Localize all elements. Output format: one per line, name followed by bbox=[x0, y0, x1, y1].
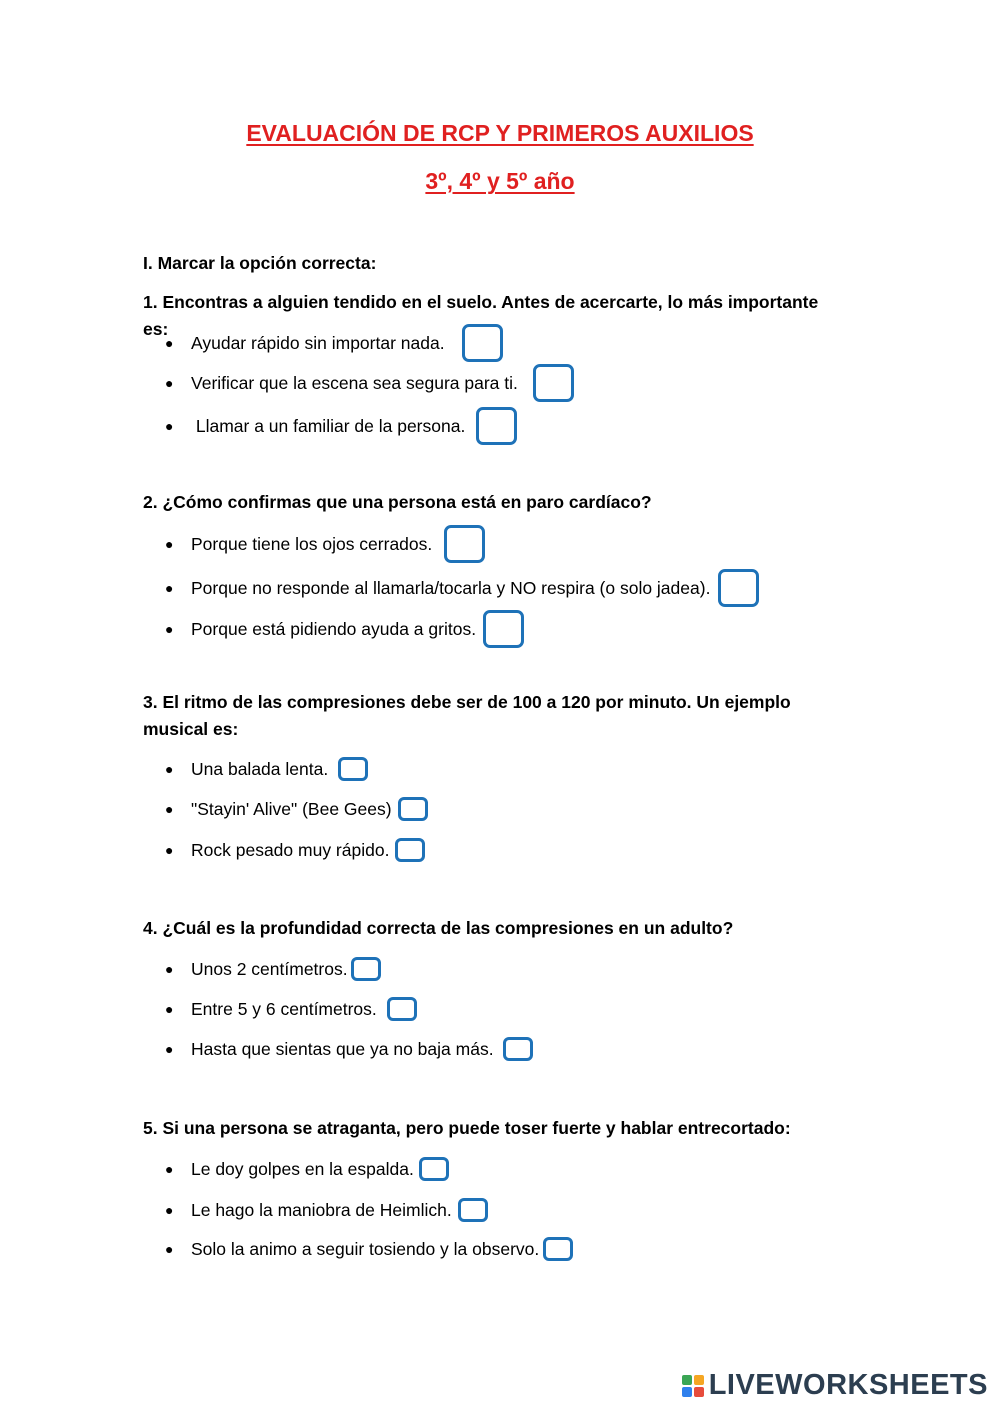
list-item bbox=[165, 406, 517, 446]
answer-checkbox[interactable] bbox=[398, 797, 428, 821]
bullet-icon: ● bbox=[165, 1202, 174, 1218]
option-text: Solo la animo a seguir tosiendo y la observo. bbox=[191, 1238, 540, 1259]
answer-checkbox[interactable] bbox=[533, 364, 574, 402]
question-4-text: 4. ¿Cuál es la profundidad correcta de las compresiones en un adulto? bbox=[143, 918, 734, 938]
answer-checkbox[interactable] bbox=[351, 957, 381, 981]
answer-checkbox[interactable] bbox=[387, 997, 417, 1021]
logo-tile bbox=[694, 1375, 704, 1385]
list-item bbox=[165, 363, 574, 403]
option-text: Una balada lenta. bbox=[191, 758, 329, 779]
bullet-icon: ● bbox=[165, 1241, 174, 1257]
option-text: Rock pesado muy rápido. bbox=[191, 839, 390, 860]
option-text: Unos 2 centímetros. bbox=[191, 958, 348, 979]
brand-text: LIVEWORKSHEETS bbox=[708, 1369, 988, 1401]
bullet-icon: ● bbox=[165, 961, 174, 977]
bullet-icon: ● bbox=[165, 580, 174, 596]
answer-checkbox[interactable] bbox=[444, 525, 485, 563]
option-text: Verificar que la escena sea segura para ti. bbox=[191, 372, 518, 393]
answer-checkbox[interactable] bbox=[462, 324, 503, 362]
list-item bbox=[165, 1229, 573, 1269]
bullet-icon: ● bbox=[165, 621, 174, 637]
question-1-text: 1. Encontras a alguien tendido en el suelo. Antes de acercarte, lo más importante es: bbox=[143, 292, 819, 339]
logo-tile bbox=[682, 1375, 692, 1385]
bullet-icon: ● bbox=[165, 335, 174, 351]
answer-checkbox[interactable] bbox=[458, 1198, 488, 1222]
bullet-icon: ● bbox=[165, 761, 174, 777]
option-text: Porque tiene los ojos cerrados. bbox=[191, 533, 433, 554]
answer-checkbox[interactable] bbox=[476, 407, 517, 445]
bullet-icon: ● bbox=[165, 842, 174, 858]
answer-checkbox[interactable] bbox=[395, 838, 425, 862]
liveworksheets-brand[interactable] bbox=[682, 1369, 988, 1402]
option-text: Llamar a un familiar de la persona. bbox=[191, 415, 466, 436]
list-item bbox=[165, 323, 503, 363]
question-2-text: 2. ¿Cómo confirmas que una persona está en paro cardíaco? bbox=[143, 492, 652, 512]
list-item bbox=[165, 609, 524, 649]
option-text: Ayudar rápido sin importar nada. bbox=[191, 332, 445, 353]
list-item bbox=[165, 949, 381, 989]
answer-checkbox[interactable] bbox=[543, 1237, 573, 1261]
question-3-text: 3. El ritmo de las compresiones debe ser de 100 a 120 por minuto. Un ejemplo musical es: bbox=[143, 692, 791, 739]
option-text: Porque está pidiendo ayuda a gritos. bbox=[191, 618, 477, 639]
worksheet-title: EVALUACIÓN DE RCP Y PRIMEROS AUXILIOS bbox=[246, 120, 754, 146]
option-text: Le hago la maniobra de Heimlich. bbox=[191, 1199, 452, 1220]
option-text: Entre 5 y 6 centímetros. bbox=[191, 998, 377, 1019]
option-text: Porque no responde al llamarla/tocarla y NO respira (o solo jadea). bbox=[191, 577, 711, 598]
list-item bbox=[165, 1029, 533, 1069]
logo-tile bbox=[694, 1387, 704, 1397]
answer-checkbox[interactable] bbox=[503, 1037, 533, 1061]
option-text: "Stayin' Alive" (Bee Gees) bbox=[191, 798, 392, 819]
list-item bbox=[165, 568, 759, 608]
logo-tile bbox=[682, 1387, 692, 1397]
liveworksheets-logo-icon bbox=[682, 1375, 704, 1397]
answer-checkbox[interactable] bbox=[338, 757, 368, 781]
bullet-icon: ● bbox=[165, 801, 174, 817]
worksheet-subtitle: 3º, 4º y 5º año bbox=[425, 168, 575, 194]
section-instruction: I. Marcar la opción correcta: bbox=[143, 253, 377, 273]
list-item bbox=[165, 524, 485, 564]
option-text: Le doy golpes en la espalda. bbox=[191, 1158, 414, 1179]
bullet-icon: ● bbox=[165, 418, 174, 434]
bullet-icon: ● bbox=[165, 1161, 174, 1177]
bullet-icon: ● bbox=[165, 1041, 174, 1057]
option-text: Hasta que sientas que ya no baja más. bbox=[191, 1038, 494, 1059]
list-item bbox=[165, 989, 417, 1029]
bullet-icon: ● bbox=[165, 536, 174, 552]
list-item bbox=[165, 1190, 488, 1230]
question-5-text: 5. Si una persona se atraganta, pero puede toser fuerte y hablar entrecortado: bbox=[143, 1118, 791, 1138]
answer-checkbox[interactable] bbox=[419, 1157, 449, 1181]
list-item bbox=[165, 1149, 449, 1189]
list-item bbox=[165, 830, 425, 870]
bullet-icon: ● bbox=[165, 375, 174, 391]
list-item bbox=[165, 789, 428, 829]
list-item bbox=[165, 749, 368, 789]
answer-checkbox[interactable] bbox=[483, 610, 524, 648]
answer-checkbox[interactable] bbox=[718, 569, 759, 607]
bullet-icon: ● bbox=[165, 1001, 174, 1017]
